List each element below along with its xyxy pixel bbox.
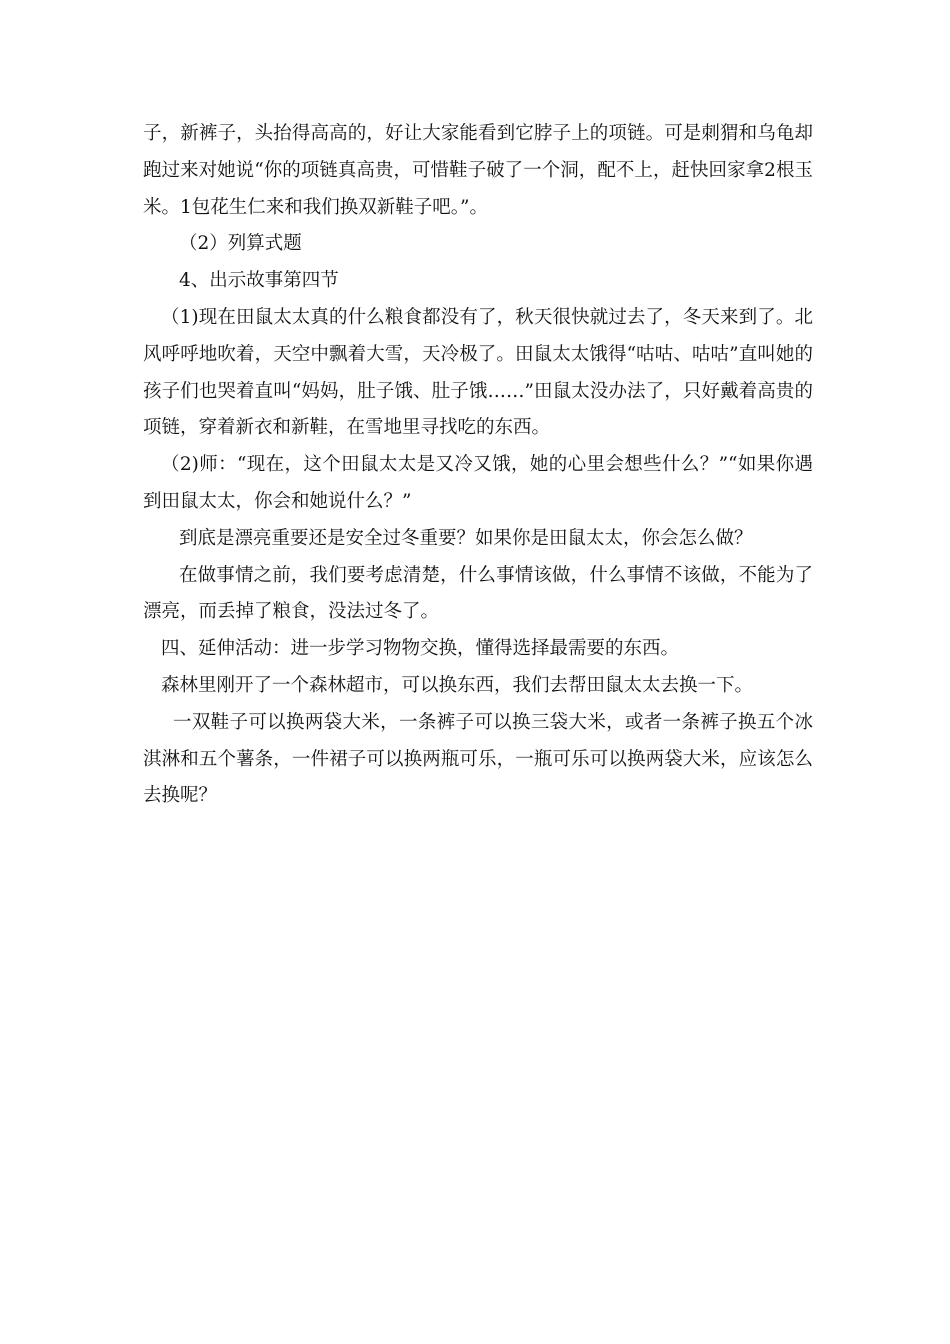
paragraph-section-four-heading: 4、出示故事第四节 <box>179 270 339 292</box>
paragraph-lesson-moral: 在做事情之前，我们要考虑清楚，什么事情该做，什么事情不该做，不能为了漂亮，而丢掉了粮食，没法过冬了。 <box>143 564 813 623</box>
document-body <box>143 116 813 815</box>
paragraph-equation-task: （2）列算式题 <box>179 233 302 255</box>
paragraph-exchange-problem: 一双鞋子可以换两袋大米，一条裤子可以换三袋大米，或者一条裤子换五个冰淇淋和五个薯条，一件裙子可以换两瓶可乐，一瓶可乐可以换两袋大米，应该怎么去换呢？ <box>143 711 813 807</box>
paragraph-story-continuation: 子，新裤子，头抬得高高的，好让大家能看到它脖子上的项链。可是刺猬和乌龟却跑过来对她说“你的项链真高贵，可惜鞋子破了一个洞，配不上，赶快回家拿2根玉米。1包花生仁来和我们换双新鞋子吧。”。 <box>143 123 813 218</box>
paragraph-discussion-question: 到底是漂亮重要还是安全过冬重要？如果你是田鼠太太，你会怎么做？ <box>179 527 753 549</box>
paragraph-forest-supermarket: 森林里刚开了一个森林超市，可以换东西，我们去帮田鼠太太去换一下。 <box>161 674 754 696</box>
paragraph-story-part-four: （1)现在田鼠太太真的什么粮食都没有了，秋天很快就过去了，冬天来到了。北风呼呼地吹着，天空中飘着大雪，天冷极了。田鼠太太饿得“咕咕、咕咕”直叫她的孩子们也哭着直叫“妈妈，肚子饿、肚子饿……”田鼠太没办法了，只好戴着高贵的项链，穿着新衣和新鞋，在雪地里寻找吃的东西。 <box>143 306 813 439</box>
paragraph-teacher-questions: （2)师：“现在，这个田鼠太太是又冷又饿，她的心里会想些什么？”“如果你遇到田鼠太太，你会和她说什么？” <box>143 454 813 512</box>
paragraph-extension-heading: 四、延伸活动：进一步学习物物交换，懂得选择最需要的东西。 <box>161 638 680 660</box>
